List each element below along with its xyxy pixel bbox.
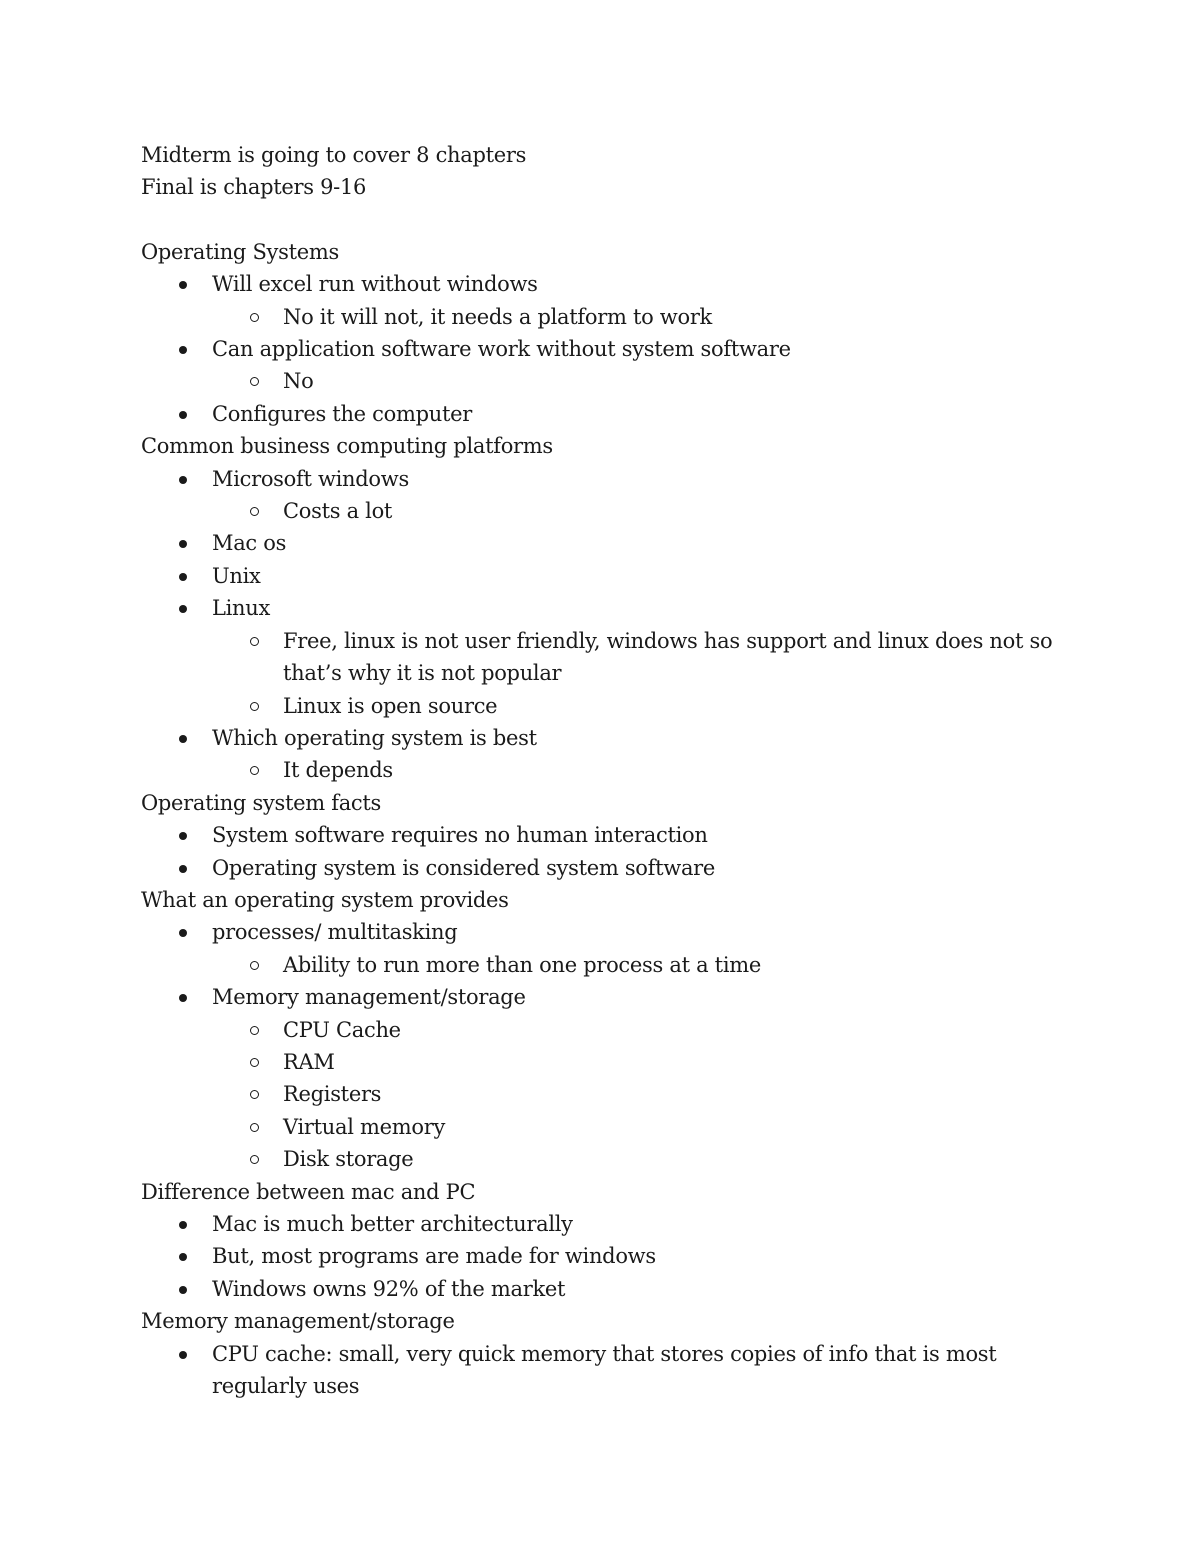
list-item-text: Mac is much better architecturally — [212, 1212, 573, 1236]
list-item — [141, 398, 1081, 430]
list-item-text: Which operating system is best — [212, 725, 537, 750]
sub-list-item — [141, 365, 1081, 397]
bullet-dot-icon — [179, 346, 187, 354]
heading-os-facts: Operating system facts — [141, 790, 381, 815]
bullet-dot-icon — [179, 1221, 187, 1229]
list-item — [141, 592, 1081, 624]
sub-list-item — [141, 1111, 1081, 1143]
list-item — [141, 463, 1081, 495]
bullet-ring-icon — [250, 961, 259, 970]
list-item-text: Mac os — [212, 531, 287, 556]
list-item — [141, 527, 1081, 559]
list-item — [141, 1208, 1081, 1240]
list-item-text: Will excel run without windows — [212, 272, 538, 297]
bullet-ring-icon — [250, 1058, 259, 1067]
bullet-dot-icon — [179, 605, 187, 613]
list-item-text: RAM — [283, 1049, 335, 1074]
list-mac-vs-pc — [141, 1208, 1081, 1305]
bullet-dot-icon — [179, 929, 187, 937]
bullet-ring-icon — [250, 766, 259, 775]
sub-list-item — [141, 1143, 1081, 1175]
list-os-facts — [141, 819, 1081, 884]
bullet-dot-icon — [179, 540, 187, 548]
intro-line-2: Final is chapters 9-16 — [141, 175, 367, 200]
bullet-ring-icon — [250, 507, 259, 516]
bullet-dot-icon — [179, 865, 187, 873]
list-platforms — [141, 463, 1081, 787]
bullet-ring-icon — [250, 1155, 259, 1164]
bullet-ring-icon — [250, 1123, 259, 1132]
list-item — [141, 1240, 1081, 1272]
list-item — [141, 722, 1081, 754]
heading-mac-vs-pc: Difference between mac and PC — [141, 1179, 476, 1204]
list-item-text: Can application software work without system software — [212, 337, 791, 362]
bullet-dot-icon — [179, 411, 187, 419]
heading-memory-management: Memory management/storage — [141, 1309, 455, 1334]
list-item-text: Costs a lot — [283, 499, 393, 524]
bullet-dot-icon — [179, 476, 187, 484]
list-item-text: Unix — [212, 563, 261, 588]
list-item — [141, 560, 1081, 592]
list-item-text: CPU Cache — [283, 1017, 401, 1042]
sub-list-item — [141, 754, 1081, 786]
bullet-ring-icon — [250, 637, 259, 646]
bullet-dot-icon — [179, 994, 187, 1002]
list-item-text: Windows owns 92% of the market — [212, 1276, 566, 1301]
heading-operating-systems: Operating Systems — [141, 239, 339, 264]
heading-platforms: Common business computing platforms — [141, 434, 553, 459]
bullet-dot-icon — [179, 281, 187, 289]
list-item-text: Linux — [212, 596, 271, 621]
list-memory-management — [141, 1338, 1081, 1403]
list-item-text: Free, linux is not user friendly, windows has support and linux does not so that’s why it is not popular — [283, 628, 1053, 686]
sub-list-item — [141, 1046, 1081, 1078]
sub-list-item — [141, 1014, 1081, 1046]
list-item-text: Configures the computer — [212, 401, 472, 426]
intro-line-1: Midterm is going to cover 8 chapters — [141, 143, 527, 167]
list-item — [141, 333, 1081, 365]
list-item-text: Ability to run more than one process at a time — [283, 952, 761, 977]
sub-list-item — [141, 1078, 1081, 1110]
list-item-text: No it will not, it needs a platform to work — [283, 304, 712, 329]
list-item — [141, 1273, 1081, 1305]
list-item-text: It depends — [283, 758, 393, 783]
sub-list-item — [141, 625, 1081, 690]
blank-line — [141, 204, 1081, 236]
list-item-text: processes/ multitasking — [212, 920, 458, 945]
sub-list-item — [141, 690, 1081, 722]
list-item-text: Virtual memory — [283, 1114, 446, 1139]
list-item-text: But, most programs are made for windows — [212, 1244, 656, 1269]
list-item-text: Memory management/storage — [212, 985, 526, 1010]
bullet-dot-icon — [179, 573, 187, 581]
list-item-text: Microsoft windows — [212, 466, 409, 491]
list-item — [141, 916, 1081, 948]
list-item — [141, 1338, 1081, 1403]
bullet-ring-icon — [250, 1026, 259, 1035]
list-item — [141, 852, 1081, 884]
bullet-ring-icon — [250, 377, 259, 386]
bullet-ring-icon — [250, 702, 259, 711]
bullet-dot-icon — [179, 735, 187, 743]
list-item-text: Disk storage — [283, 1147, 414, 1172]
list-item-text: CPU cache: small, very quick memory that stores copies of info that is most regularly uses — [212, 1341, 997, 1399]
list-item — [141, 981, 1081, 1013]
bullet-dot-icon — [179, 1253, 187, 1261]
bullet-ring-icon — [250, 313, 259, 322]
list-os-provides — [141, 916, 1081, 1175]
bullet-dot-icon — [179, 1351, 187, 1359]
list-item — [141, 819, 1081, 851]
list-item-text: Linux is open source — [283, 693, 498, 718]
list-item-text: No — [283, 369, 314, 394]
bullet-ring-icon — [250, 1090, 259, 1099]
bullet-dot-icon — [179, 832, 187, 840]
list-item-text: Registers — [283, 1082, 382, 1107]
document-page — [141, 139, 1081, 1402]
list-item-text: Operating system is considered system software — [212, 855, 716, 880]
list-item — [141, 268, 1081, 300]
sub-list-item — [141, 301, 1081, 333]
sub-list-item — [141, 949, 1081, 981]
list-item-text: System software requires no human interaction — [212, 823, 708, 848]
heading-os-provides: What an operating system provides — [141, 887, 509, 912]
sub-list-item — [141, 495, 1081, 527]
list-operating-systems — [141, 268, 1081, 430]
bullet-dot-icon — [179, 1286, 187, 1294]
